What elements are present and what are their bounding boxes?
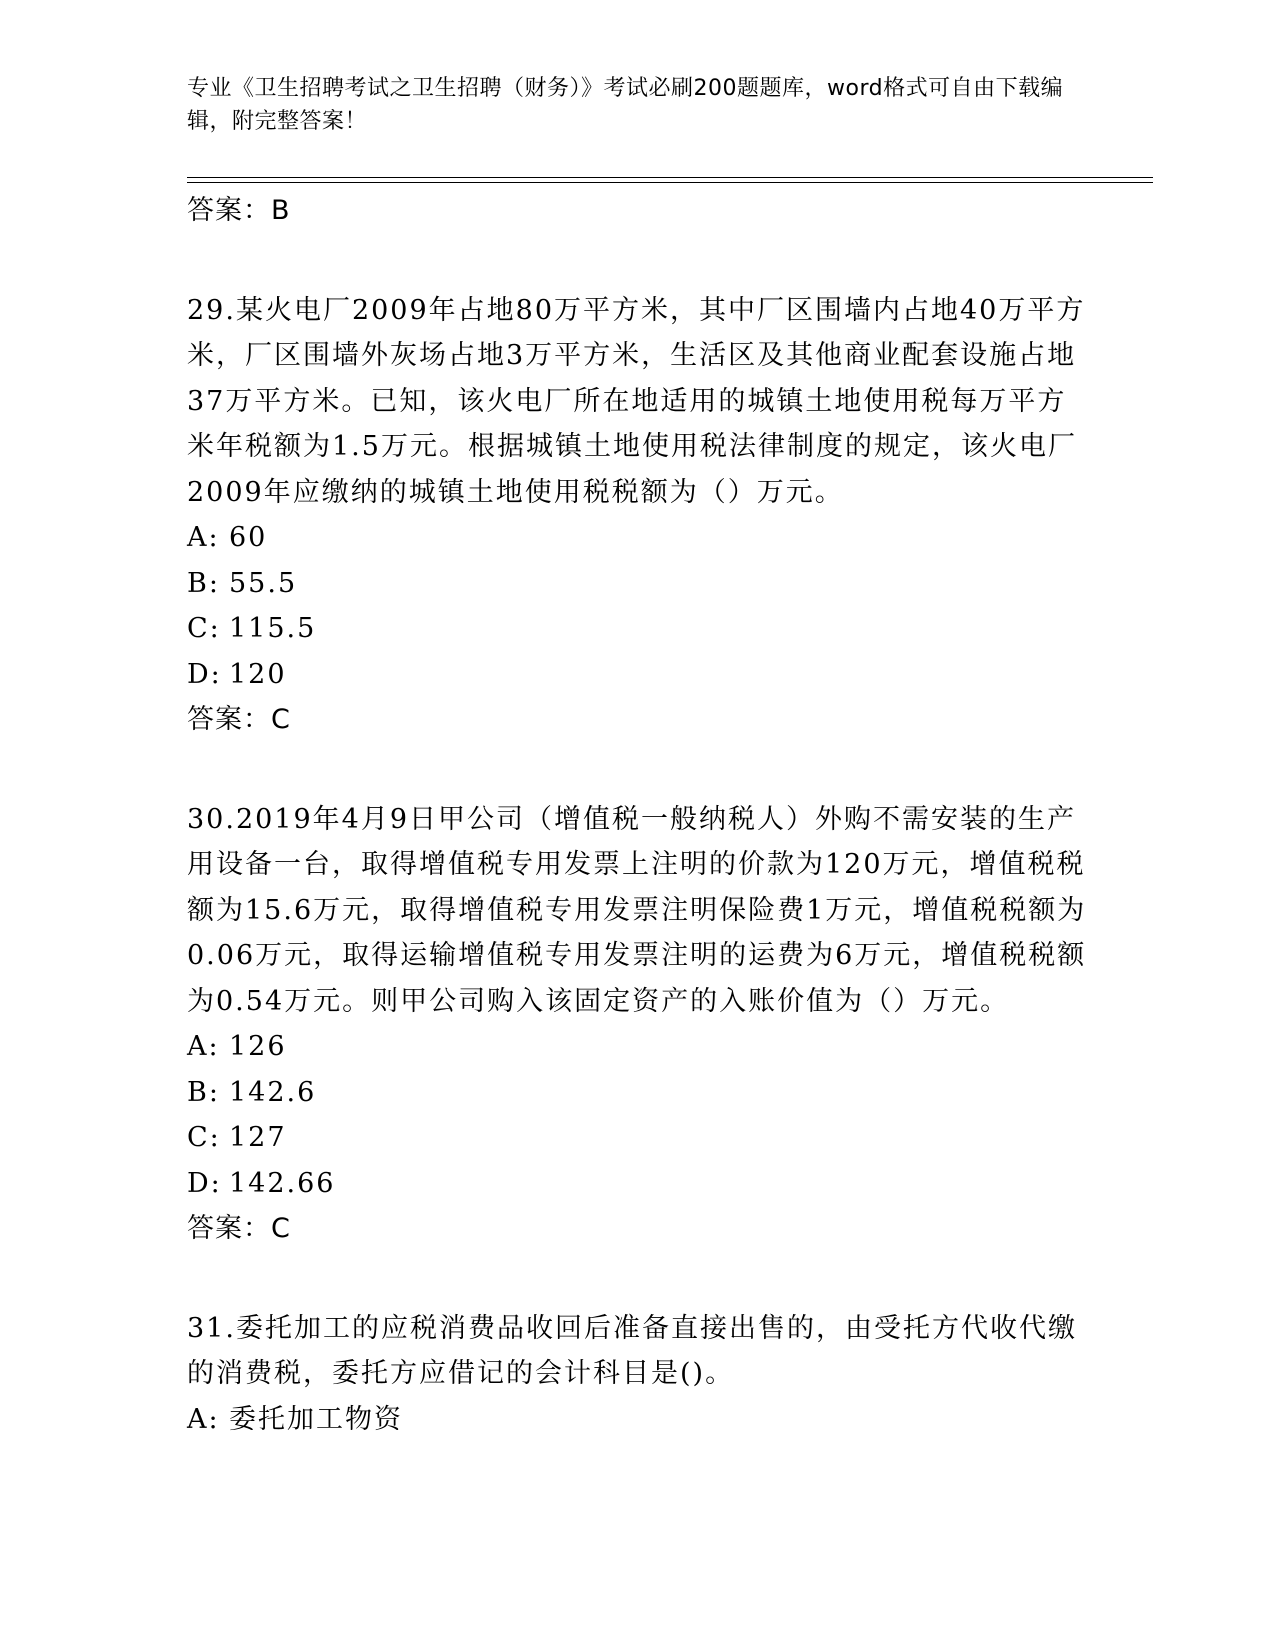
answer-30: 答案：C bbox=[187, 1213, 291, 1244]
option-letter: C: bbox=[187, 1122, 221, 1153]
question-30 bbox=[187, 797, 1087, 1252]
spacer bbox=[187, 234, 1087, 288]
option-text: 115.5 bbox=[229, 613, 317, 644]
option-text: 126 bbox=[229, 1031, 287, 1062]
question-31 bbox=[187, 1306, 1087, 1443]
spacer bbox=[187, 1252, 1087, 1306]
option-d bbox=[187, 1161, 1087, 1207]
option-letter: A: bbox=[187, 522, 220, 553]
option-c bbox=[187, 606, 1087, 652]
document-body bbox=[187, 188, 1087, 1442]
option-a bbox=[187, 515, 1087, 561]
option-c bbox=[187, 1115, 1087, 1161]
option-text: 120 bbox=[229, 658, 287, 690]
option-a bbox=[187, 1397, 1087, 1443]
header-divider bbox=[187, 177, 1153, 183]
option-letter: C: bbox=[187, 613, 221, 644]
option-letter: A: bbox=[187, 1403, 220, 1435]
option-text: 55.5 bbox=[229, 567, 298, 599]
option-a bbox=[187, 1024, 1087, 1070]
option-d bbox=[187, 652, 1087, 698]
option-letter: B: bbox=[187, 567, 220, 599]
option-letter: D: bbox=[187, 658, 222, 690]
option-letter: A: bbox=[187, 1031, 220, 1062]
question-29 bbox=[187, 288, 1087, 743]
option-text: 142.6 bbox=[229, 1076, 317, 1108]
option-text: 142.66 bbox=[229, 1167, 336, 1199]
option-text: 委托加工物资 bbox=[229, 1403, 403, 1435]
option-text: 127 bbox=[229, 1122, 287, 1153]
option-letter: B: bbox=[187, 1076, 220, 1108]
option-letter: D: bbox=[187, 1167, 222, 1199]
previous-answer: 答案：B bbox=[187, 195, 291, 226]
question-text: 30.2019年4月9日甲公司（增值税一般纳税人）外购不需安装的生产用设备一台，取得增值税专用发票上注明的价款为120万元，增值税税额为15.6万元，取得增值税专用发票注明保险费1万元，增值税税额为0.06万元，取得运输增值税专用发票注明的运费为6万元，增值税税额为0.54万元。则甲公司购入该固定资产的入账价值为（）万元。 bbox=[187, 803, 1087, 1017]
option-b bbox=[187, 561, 1087, 607]
option-b bbox=[187, 1070, 1087, 1116]
question-text: 31.委托加工的应税消费品收回后准备直接出售的，由受托方代收代缴的消费税，委托方应借记的会计科目是()。 bbox=[187, 1312, 1077, 1389]
answer-29: 答案：C bbox=[187, 704, 291, 735]
document-header: 专业《卫生招聘考试之卫生招聘（财务）》考试必刷200题题库，word格式可自由下载编辑，附完整答案！ bbox=[187, 76, 1064, 134]
question-text: 29.某火电厂2009年占地80万平方米，其中厂区围墙内占地40万平方米，厂区围墙外灰场占地3万平方米，生活区及其他商业配套设施占地37万平方米。已知，该火电厂所在地适用的城镇土地使用税每万平方米年税额为1.5万元。根据城镇土地使用税法律制度的规定，该火电厂2009年应缴纳的城镇土地使用税税额为（）万元。 bbox=[187, 294, 1086, 508]
option-text: 60 bbox=[229, 522, 268, 553]
spacer bbox=[187, 743, 1087, 797]
